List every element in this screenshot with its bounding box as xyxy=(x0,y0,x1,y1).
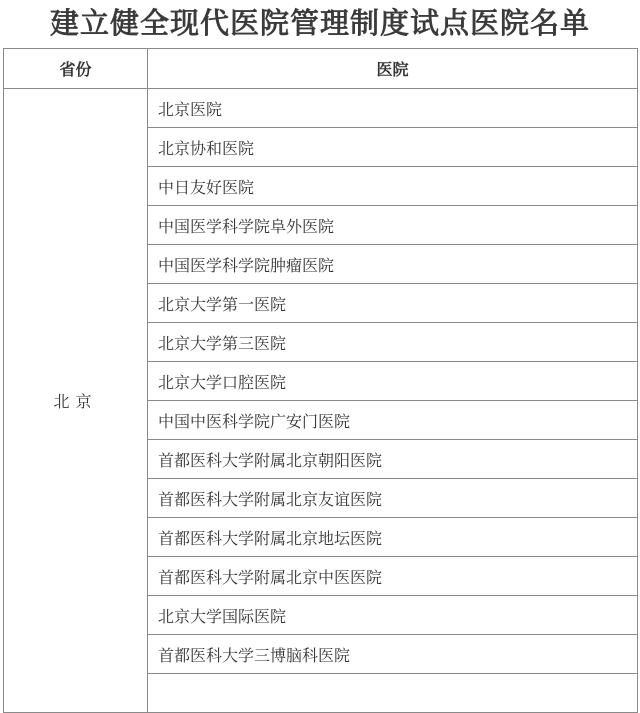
hospital-cell: 北京大学国际医院 xyxy=(148,596,638,635)
table-body xyxy=(4,89,638,713)
hospital-cell: 北京大学第一医院 xyxy=(148,284,638,323)
hospital-cell: 首都医科大学附属北京友谊医院 xyxy=(148,479,638,518)
hospital-cell: 北京大学口腔医院 xyxy=(148,362,638,401)
hospital-cell: 首都医科大学三博脑科医院 xyxy=(148,635,638,674)
table-row xyxy=(4,89,638,128)
page-title: 建立健全现代医院管理制度试点医院名单 xyxy=(49,6,590,40)
hospital-cell: 首都医科大学附属北京地坛医院 xyxy=(148,518,638,557)
hospital-cell-empty xyxy=(148,674,638,713)
hospital-cell: 中日友好医院 xyxy=(148,167,638,206)
hospital-cell: 北京医院 xyxy=(148,89,638,128)
hospital-cell: 北京协和医院 xyxy=(148,128,638,167)
hospital-list-table xyxy=(3,48,638,713)
hospital-cell: 中国医学科学院阜外医院 xyxy=(148,206,638,245)
hospital-cell: 北京大学第三医院 xyxy=(148,323,638,362)
hospital-cell: 首都医科大学附属北京朝阳医院 xyxy=(148,440,638,479)
table-header-row xyxy=(4,49,638,89)
header-province: 省份 xyxy=(4,49,148,89)
hospital-cell: 首都医科大学附属北京中医医院 xyxy=(148,557,638,596)
province-cell: 北京 xyxy=(4,89,148,713)
header-hospital: 医院 xyxy=(148,49,638,89)
hospital-cell: 中国中医科学院广安门医院 xyxy=(148,401,638,440)
hospital-cell: 中国医学科学院肿瘤医院 xyxy=(148,245,638,284)
